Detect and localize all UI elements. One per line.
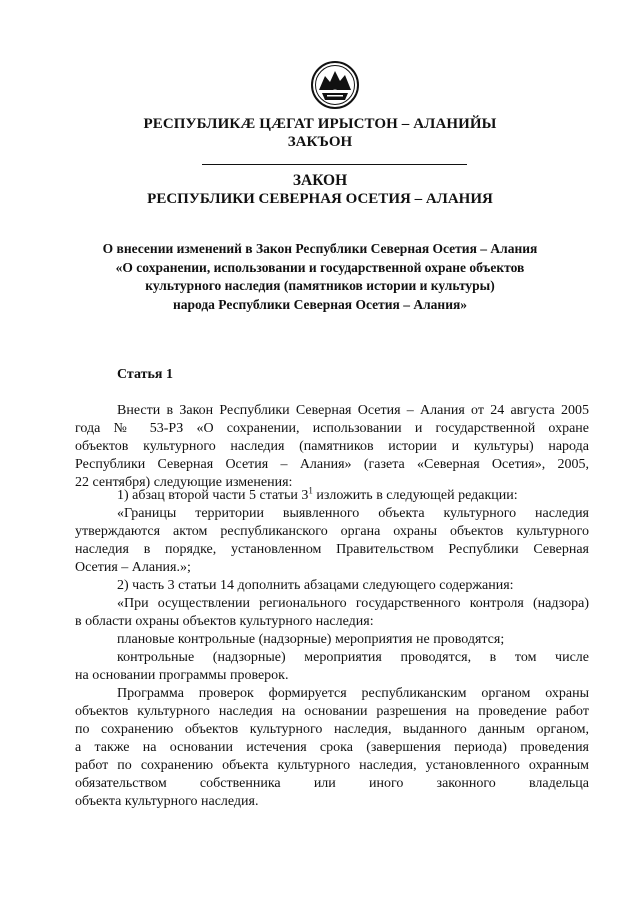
law-heading-russian: ЗАКОН	[292, 172, 348, 189]
text-line: года № 53-РЗ «О сохранении, использовании и государственной охране	[75, 421, 589, 436]
text-line: работ по сохранению объекта культурного наследия, установленного охранным	[75, 758, 589, 773]
coat-of-arms-emblem	[307, 60, 363, 110]
text-line: 2) часть 3 статьи 14 дополнить абзацами следующего содержания:	[117, 578, 514, 593]
law-heading-ossetian: ЗАКЪОН	[287, 134, 353, 150]
item-1-text-end: изложить в следующей редакции:	[312, 488, 518, 503]
text-line: объектов культурного наследия (памятников истории и культуры) народа	[75, 439, 589, 454]
text-line: объектов культурного наследия на основании разрешения на проведение работ	[75, 704, 589, 719]
text-line: Программа проверок формируется республиканским органом охраны	[117, 686, 589, 701]
quote-control	[75, 595, 589, 685]
item-1-superscript: 1	[308, 485, 313, 496]
item-1-text: 1) абзац второй части 5 статьи 3	[117, 488, 309, 503]
text-line: плановые контрольные (надзорные) мероприятия не проводятся;	[117, 632, 505, 647]
text-line: объекта культурного наследия.	[75, 794, 259, 809]
text-line: утверждаются актом республиканского органа охраны объектов культурного	[75, 524, 589, 539]
text-line	[75, 487, 589, 505]
republic-name-russian: РЕСПУБЛИКИ СЕВЕРНАЯ ОСЕТИЯ – АЛАНИЯ	[147, 191, 493, 207]
text-line: на основании программы проверок.	[75, 668, 289, 683]
text-line: «Границы территории выявленного объекта культурного наследия	[117, 506, 589, 521]
text-line: Осетия – Алания.»;	[75, 560, 191, 575]
item-1	[75, 487, 589, 505]
law-title-line: О внесении изменений в Закон Республики Северная Осетия – Алания	[102, 241, 538, 256]
text-line: а также на основании истечения срока (завершения периода) проведения	[75, 740, 589, 755]
text-line: наследия в порядке, установленном Правительством Республики Северная	[75, 542, 589, 557]
text-line: по сохранению объектов культурного наследия, выданного данным органом,	[75, 722, 589, 737]
paragraph-introduction	[75, 402, 589, 492]
text-line: обязательством собственника или иного законного владельца	[75, 776, 589, 791]
header-divider	[202, 164, 467, 165]
law-title-line: «О сохранении, использовании и государственной охране объектов	[115, 260, 525, 275]
text-line: Внести в Закон Республики Северная Осетия – Алания от 24 августа 2005	[117, 403, 589, 418]
law-title-line: культурного наследия (памятников истории и культуры)	[145, 278, 495, 293]
paragraph-program	[75, 685, 589, 811]
quote-boundaries	[75, 505, 589, 577]
law-title-line: народа Республики Северная Осетия – Алания»	[172, 297, 468, 312]
text-line: Республики Северная Осетия – Алания» (газета «Северная Осетия», 2005,	[75, 457, 589, 472]
text-line: в области охраны объектов культурного наследия:	[75, 614, 374, 629]
republic-name-ossetian: РЕСПУБЛИКӔ ЦӔГАТ ИРЫСТОН – АЛАНИЙЫ	[143, 116, 497, 132]
article-title: Статья 1	[117, 367, 173, 382]
text-line: контрольные (надзорные) мероприятия проводятся, в том числе	[117, 650, 589, 665]
item-2	[75, 577, 589, 595]
text-line: 22 сентября) следующие изменения:	[75, 475, 293, 490]
text-line: «При осуществлении регионального государственного контроля (надзора)	[117, 596, 589, 611]
